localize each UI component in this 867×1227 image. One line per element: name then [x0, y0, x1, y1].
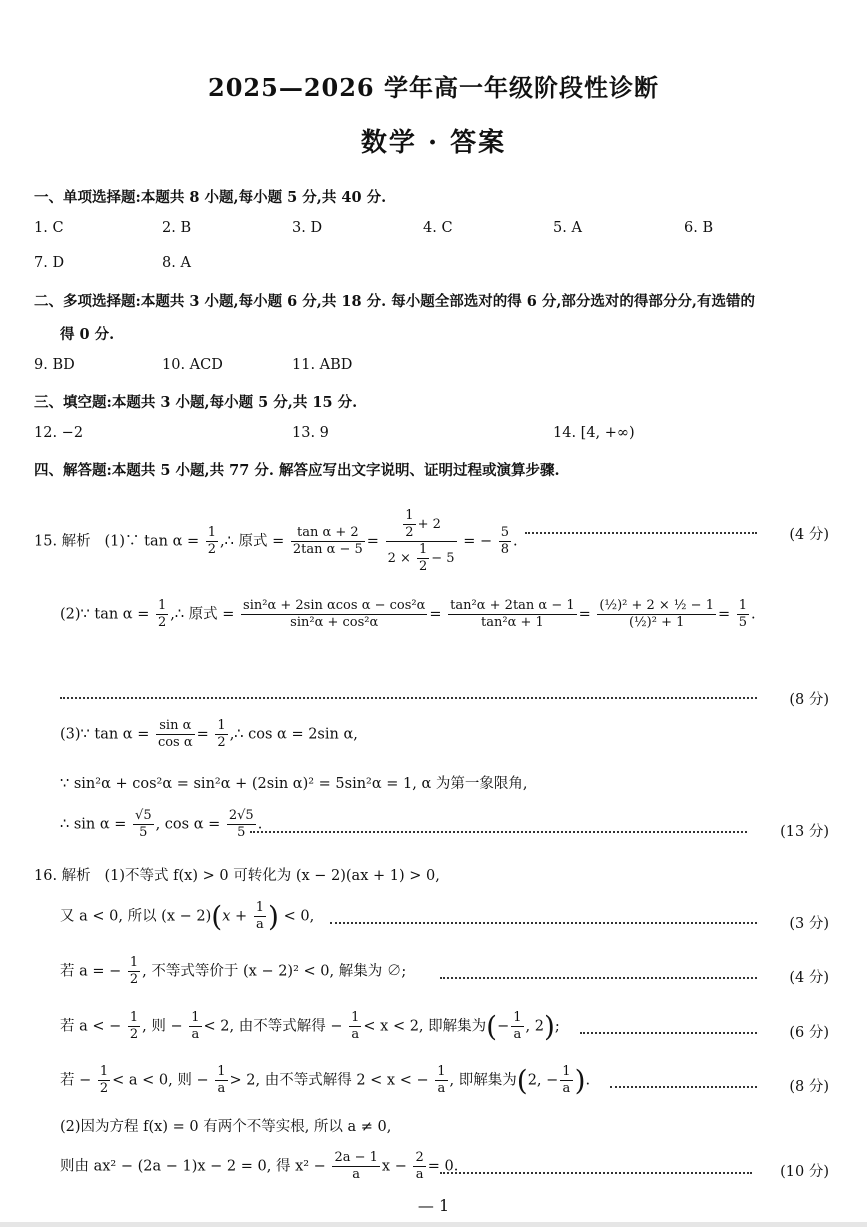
fraction: $\frac{\text{tan α + 2}}{\text{2tan α − 5}}$ — [292, 525, 363, 557]
score-q15-2: (8 分) — [789, 692, 829, 708]
score-q16-4: (6 分) — [789, 1025, 829, 1041]
dotted-leader — [610, 1086, 757, 1088]
q15-part3-line1: (3)∵ tan α = $\frac{\text{sin α}}{\text{cos α}}$ = $\frac{1}{2}$ ,∴ cos α = 2sin α, — [60, 718, 358, 750]
q15-label: 15. 解析 — [34, 533, 91, 550]
answer-12: 12. −2 — [34, 425, 84, 441]
fraction: $\frac{1}{2}$ — [157, 598, 167, 630]
compound-fraction: $\frac{\text{(½)² + 2 × ½ − 1}}{\text{(½)² + 1}}$ — [599, 598, 714, 630]
section2-heading: 二、多项选择题:本题共 3 小题,每小题 6 分,共 18 分. 每小题全部选对的得 6 分,部分选对的得部分分,有选错的 — [34, 293, 755, 310]
answer-2: 2. B — [162, 220, 192, 236]
q16-line1: 16. 解析 (1)不等式 f(x) > 0 可转化为 (x − 2)(ax + 1) > 0, — [34, 868, 440, 884]
answer-4: 4. C — [423, 220, 453, 236]
page-bottom-edge — [0, 1222, 867, 1227]
answer-11: 11. ABD — [292, 357, 353, 373]
fraction: $\frac{5}{8}$ — [500, 525, 509, 557]
fraction: $\frac{1}{2}$ — [207, 525, 217, 557]
score-q16-2: (3 分) — [789, 916, 829, 932]
fraction: $\frac{2a - 1}{a}$ — [334, 1150, 378, 1182]
q15-part1: 15. 解析 (1)∵ tan α = $\frac{1}{2}$ ,∴ 原式 = $\frac{\text{tan α + 2}}{\text{2tan α − 5}}$ = $\frac{1}{2}$ + 2 2 × $\frac{1}{2}$ − 5 = − $\frac{5}{8}$ . — [34, 508, 518, 574]
answer-10: 10. ACD — [162, 357, 223, 373]
q16-line4: 若 a < − $\frac{1}{2}$ , 则 − $\frac{1}{a}$ < 2, 由不等式解得 − $\frac{1}{a}$ < x < 2, 即解集为(− $\frac{1}{a}$ , 2); — [60, 1010, 560, 1043]
dotted-leader — [440, 977, 757, 979]
dotted-leader — [580, 1032, 757, 1034]
fraction: $\frac{1}{2}$ — [129, 1010, 139, 1042]
q15-part3-line2: ∵ sin²α + cos²α = sin²α + (2sin α)² = 5sin²α = 1, α 为第一象限角, — [60, 776, 528, 792]
answer-7: 7. D — [34, 255, 65, 271]
answer-9: 9. BD — [34, 357, 75, 373]
answer-6: 6. B — [684, 220, 714, 236]
q15-part3-line3: ∴ sin α = $\frac{√5}{5}$ , cos α = $\frac{2√5}{5}$ . — [60, 808, 263, 840]
q15-part2: (2)∵ tan α = $\frac{1}{2}$ ,∴ 原式 = $\frac{\text{sin²α + 2sin αcos α − cos²α}}{\text{sin²α + cos²α}}$ = $\frac{\text{tan²α + 2tan α − 1}}{\text{tan²α + 1}}$ = $\frac{\text{(½)² + 2 × ½ − 1}}{\text{(½)² + 1}}$ = $\frac{1}{5}$ . — [60, 598, 756, 630]
score-q15-3: (13 分) — [780, 824, 829, 840]
page-number: — 1 — [417, 1196, 450, 1215]
section2-heading-cont: 得 0 分. — [60, 326, 115, 343]
dotted-leader — [60, 697, 757, 699]
dotted-leader — [250, 831, 747, 833]
q16-line6: (2)因为方程 f(x) = 0 有两个不等实根, 所以 a ≠ 0, — [60, 1119, 392, 1135]
section1-heading: 一、单项选择题:本题共 8 小题,每小题 5 分,共 40 分. — [34, 189, 387, 206]
q16-line5: 若 − $\frac{1}{2}$ < a < 0, 则 − $\frac{1}{a}$ > 2, 由不等式解得 2 < x < − $\frac{1}{a}$ , 即解集为(2, − $\frac{1}{a}$ ). — [60, 1064, 591, 1097]
fraction: $\frac{1}{a}$ — [351, 1010, 360, 1042]
compound-fraction: $\frac{1}{2}$ + 2 2 × $\frac{1}{2}$ − 5 — [387, 508, 455, 574]
fraction: $\frac{1}{2}$ — [217, 718, 226, 750]
section3-heading: 三、填空题:本题共 3 小题,每小题 5 分,共 15 分. — [34, 394, 358, 411]
dotted-leader — [330, 922, 757, 924]
section4-heading: 四、解答题:本题共 5 小题,共 77 分. 解答应写出文字说明、证明过程或演算步骤. — [34, 462, 560, 479]
fraction: $\frac{1}{a}$ — [255, 900, 265, 932]
fraction: $\frac{1}{a}$ — [217, 1064, 226, 1096]
document-title: 2025—2026 学年高一年级阶段性诊断 — [208, 73, 659, 102]
q16-line2: 又 a < 0, 所以 (x − 2)(x + $\frac{1}{a}$ ) < 0, — [60, 900, 315, 933]
fraction: $\frac{2}{a}$ — [415, 1150, 424, 1182]
answer-13: 13. 9 — [292, 425, 329, 441]
score-q16-5: (8 分) — [789, 1079, 829, 1095]
fraction: $\frac{1}{a}$ — [513, 1010, 522, 1042]
document-subtitle: 数学 · 答案 — [360, 128, 507, 158]
answer-1: 1. C — [34, 220, 64, 236]
score-q16-7: (10 分) — [780, 1164, 829, 1180]
fraction: $\frac{1}{a}$ — [562, 1064, 571, 1096]
fraction: $\frac{\text{sin²α + 2sin αcos α − cos²α}}{\text{sin²α + cos²α}}$ — [243, 598, 426, 630]
score-q15-1: (4 分) — [789, 527, 829, 543]
fraction: $\frac{1}{a}$ — [191, 1010, 200, 1042]
answer-3: 3. D — [292, 220, 323, 236]
dotted-leader — [440, 1172, 752, 1174]
q16-line3: 若 a = − $\frac{1}{2}$ , 不等式等价于 (x − 2)² < 0, 解集为 ∅; — [60, 955, 407, 987]
fraction: $\frac{\text{tan²α + 2tan α − 1}}{\text{tan²α + 1}}$ — [450, 598, 575, 630]
fraction: $\frac{\text{sin α}}{\text{cos α}}$ — [157, 718, 193, 750]
fraction: $\frac{1}{2}$ — [129, 955, 139, 987]
q16-line7: 则由 ax² − (2a − 1)x − 2 = 0, 得 x² − $\frac{2a - 1}{a}$ x − $\frac{2}{a}$ = 0. — [60, 1150, 459, 1182]
score-q16-3: (4 分) — [789, 970, 829, 986]
fraction: $\frac{2√5}{5}$ — [228, 808, 254, 840]
answer-8: 8. A — [162, 255, 191, 271]
answer-14: 14. [4, +∞) — [553, 425, 635, 441]
fraction: $\frac{1}{a}$ — [437, 1064, 446, 1096]
answer-5: 5. A — [553, 220, 582, 236]
fraction: $\frac{√5}{5}$ — [135, 808, 152, 840]
dotted-leader — [525, 532, 757, 534]
q16-label: 16. 解析 — [34, 868, 91, 884]
fraction: $\frac{1}{2}$ — [99, 1064, 109, 1096]
fraction: $\frac{1}{5}$ — [738, 598, 748, 630]
